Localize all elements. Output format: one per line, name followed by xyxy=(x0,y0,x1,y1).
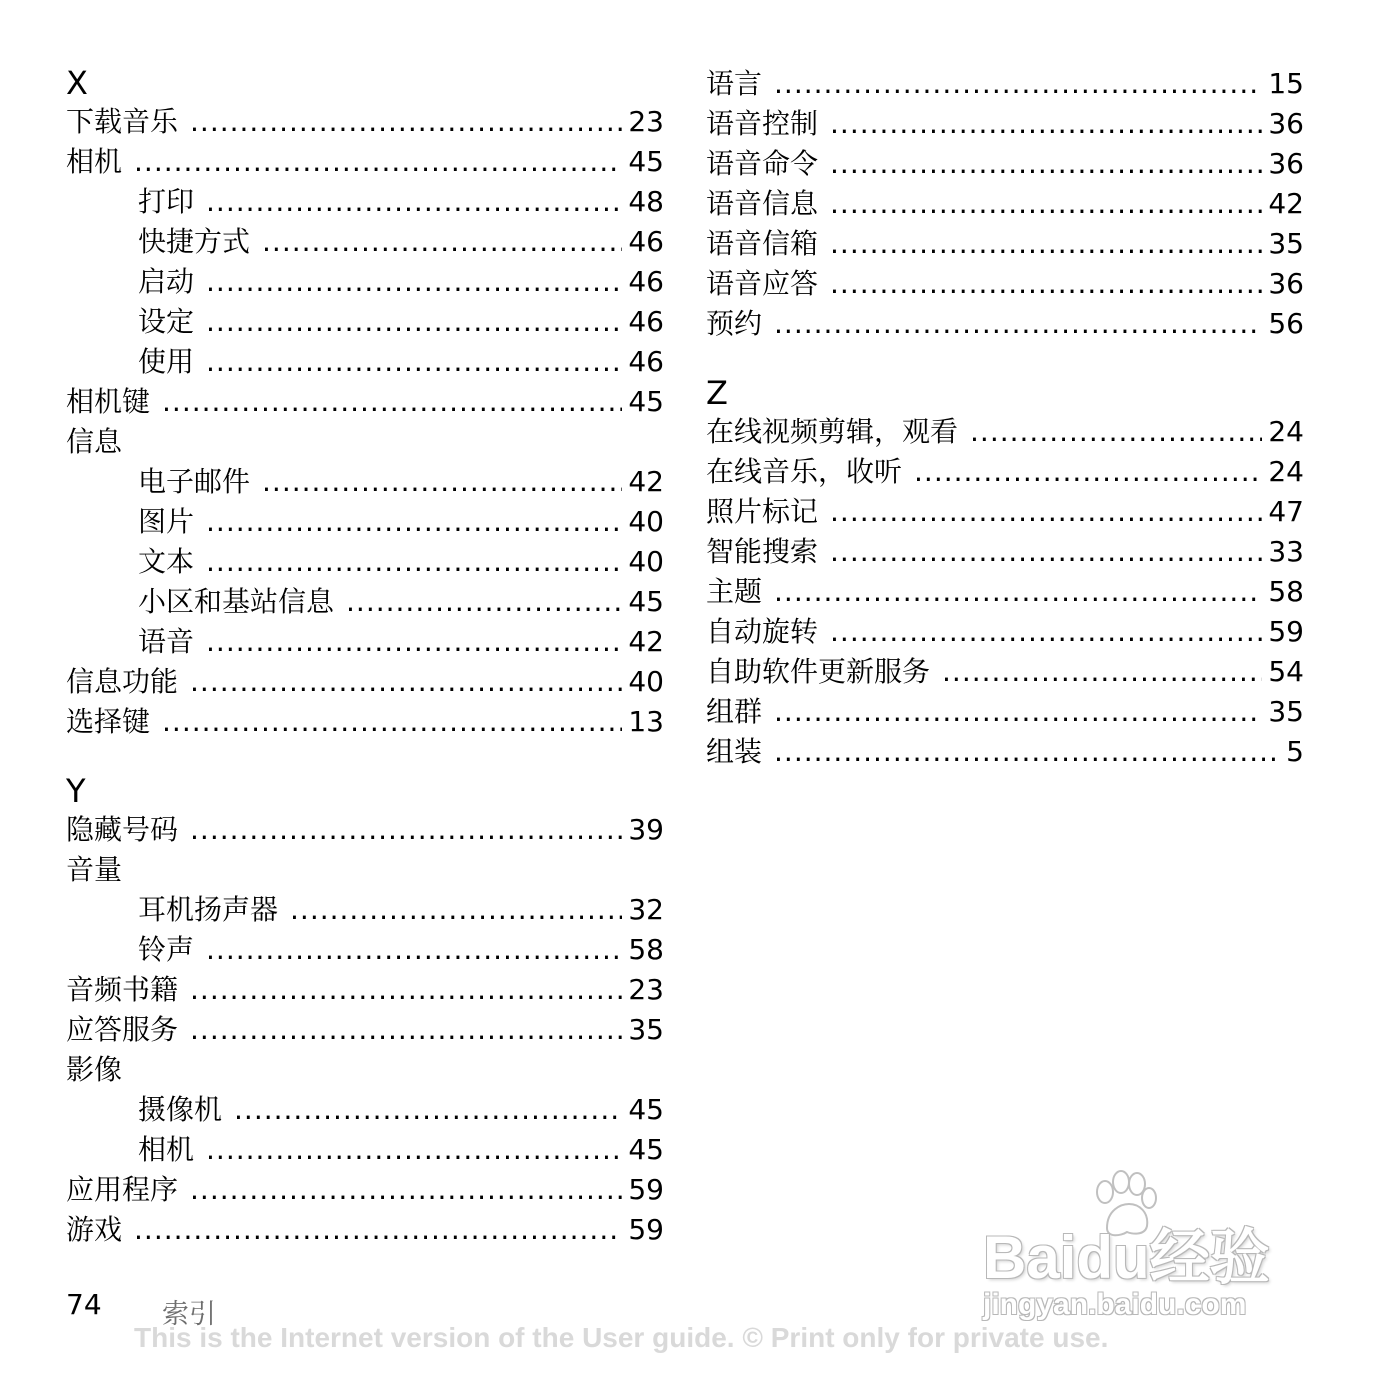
index-entry xyxy=(706,692,1304,732)
entry-label: 语音信息 xyxy=(706,187,819,220)
leader-dots xyxy=(830,104,1262,144)
index-entry-heading xyxy=(66,1050,664,1090)
leader-dots xyxy=(774,304,1262,344)
index-entry xyxy=(706,412,1304,452)
entry-label: 隐藏号码 xyxy=(66,813,179,846)
index-left-column xyxy=(66,64,664,1250)
index-entry-heading xyxy=(66,850,664,890)
leader-dots xyxy=(774,64,1262,104)
baidu-site: jingyan.baidu.com xyxy=(983,1288,1247,1321)
index-subentry xyxy=(66,502,664,542)
entry-label: 在线音乐，收听 xyxy=(706,455,903,488)
entry-page: 58 xyxy=(1268,575,1304,608)
entry-label: 应用程序 xyxy=(66,1173,179,1206)
entry-label: 相机键 xyxy=(66,385,151,418)
entry-label: 音量 xyxy=(66,853,123,886)
leader-dots xyxy=(346,582,622,622)
leader-dots xyxy=(262,462,622,502)
leader-dots xyxy=(206,1130,622,1170)
entry-label: 小区和基站信息 xyxy=(138,585,335,618)
leader-dots xyxy=(206,182,622,222)
entry-page: 36 xyxy=(1268,147,1304,180)
index-entry xyxy=(66,1210,664,1250)
leader-dots xyxy=(830,144,1262,184)
leader-dots xyxy=(774,572,1262,612)
index-entry xyxy=(706,104,1304,144)
leader-dots xyxy=(206,302,622,342)
leader-dots xyxy=(190,1010,622,1050)
section-name: 索引 xyxy=(162,1299,216,1330)
entry-page: 45 xyxy=(628,585,664,618)
entry-label: 智能搜索 xyxy=(706,535,819,568)
entry-label: 语音命令 xyxy=(706,147,819,180)
entry-label: 相机 xyxy=(66,145,123,178)
entry-page: 36 xyxy=(1268,107,1304,140)
index-entry xyxy=(66,102,664,142)
index-entry xyxy=(66,662,664,702)
index-letter-x: X xyxy=(66,64,88,102)
leader-dots xyxy=(830,492,1262,532)
leader-dots xyxy=(942,652,1262,692)
entry-label: 设定 xyxy=(138,305,195,338)
entry-page: 15 xyxy=(1268,67,1304,100)
index-subentry xyxy=(66,582,664,622)
entry-page: 42 xyxy=(628,625,664,658)
leader-dots xyxy=(774,692,1262,732)
leader-dots xyxy=(234,1090,622,1130)
leader-dots xyxy=(206,262,622,302)
baidu-watermark xyxy=(975,1170,1305,1330)
index-entry xyxy=(66,1170,664,1210)
entry-page: 23 xyxy=(628,105,664,138)
index-subentry xyxy=(66,302,664,342)
entry-label: 铃声 xyxy=(138,933,195,966)
index-entry xyxy=(706,452,1304,492)
leader-dots xyxy=(830,612,1262,652)
entry-label: 组装 xyxy=(706,735,763,768)
entry-label: 照片标记 xyxy=(706,495,819,528)
leader-dots xyxy=(190,662,622,702)
entry-label: 语音信箱 xyxy=(706,227,819,260)
entry-label: 影像 xyxy=(66,1053,123,1086)
entry-label: 主题 xyxy=(706,575,763,608)
leader-dots xyxy=(830,224,1262,264)
entry-page: 59 xyxy=(1268,615,1304,648)
entry-label: 语音 xyxy=(138,625,195,658)
entry-page: 40 xyxy=(628,665,664,698)
entry-label: 信息功能 xyxy=(66,665,179,698)
entry-page: 45 xyxy=(628,145,664,178)
entry-label: 图片 xyxy=(138,505,195,538)
leader-dots xyxy=(162,702,622,742)
entry-page: 39 xyxy=(628,813,664,846)
index-entry xyxy=(706,572,1304,612)
entry-page: 42 xyxy=(628,465,664,498)
leader-dots xyxy=(190,1170,622,1210)
entry-page: 42 xyxy=(1268,187,1304,220)
disclaimer-text: This is the Internet version of the User guide. © Print only for private use. xyxy=(134,1322,1109,1353)
entry-label: 音频书籍 xyxy=(66,973,179,1006)
entry-page: 45 xyxy=(628,1133,664,1166)
index-subentry xyxy=(66,222,664,262)
index-entry xyxy=(706,492,1304,532)
index-entry xyxy=(706,532,1304,572)
leader-dots xyxy=(262,222,622,262)
entry-label: 自助软件更新服务 xyxy=(706,655,931,688)
index-entry xyxy=(706,732,1304,772)
leader-dots xyxy=(134,142,622,182)
entry-page: 46 xyxy=(628,345,664,378)
index-subentry xyxy=(66,542,664,582)
index-entry xyxy=(706,264,1304,304)
entry-page: 35 xyxy=(1268,695,1304,728)
index-entry xyxy=(66,970,664,1010)
entry-label: 自动旋转 xyxy=(706,615,819,648)
entry-label: 使用 xyxy=(138,345,195,378)
index-entry xyxy=(706,64,1304,104)
entry-page: 36 xyxy=(1268,267,1304,300)
entry-label: 语言 xyxy=(706,67,763,100)
entry-page: 23 xyxy=(628,973,664,1006)
entry-label: 快捷方式 xyxy=(138,225,251,258)
entry-page: 40 xyxy=(628,505,664,538)
entry-page: 48 xyxy=(628,185,664,218)
entry-page: 32 xyxy=(628,893,664,926)
leader-dots xyxy=(830,184,1262,224)
entry-label: 启动 xyxy=(138,265,195,298)
index-entry xyxy=(706,304,1304,344)
entry-label: 信息 xyxy=(66,425,123,458)
entry-page: 24 xyxy=(1268,415,1304,448)
index-entry xyxy=(66,1010,664,1050)
entry-label: 文本 xyxy=(138,545,195,578)
entry-page: 59 xyxy=(628,1213,664,1246)
index-entry xyxy=(706,184,1304,224)
entry-page: 46 xyxy=(628,265,664,298)
entry-page: 35 xyxy=(1268,227,1304,260)
index-letter-z: Z xyxy=(706,374,728,412)
entry-page: 56 xyxy=(1268,307,1304,340)
leader-dots xyxy=(162,382,622,422)
entry-label: 预约 xyxy=(706,307,763,340)
index-letter-y: Y xyxy=(66,772,86,810)
index-entry xyxy=(66,142,664,182)
entry-label: 摄像机 xyxy=(138,1093,223,1126)
entry-page: 24 xyxy=(1268,455,1304,488)
index-subentry xyxy=(66,262,664,302)
leader-dots xyxy=(970,412,1262,452)
entry-page: 45 xyxy=(628,1093,664,1126)
entry-page: 5 xyxy=(1286,735,1304,768)
index-entry-heading xyxy=(66,422,664,462)
index-subentry xyxy=(66,462,664,502)
entry-page: 47 xyxy=(1268,495,1304,528)
entry-page: 40 xyxy=(628,545,664,578)
leader-dots xyxy=(206,622,622,662)
index-subentry xyxy=(66,182,664,222)
entry-page: 45 xyxy=(628,385,664,418)
entry-page: 35 xyxy=(628,1013,664,1046)
entry-page: 58 xyxy=(628,933,664,966)
entry-label: 语音控制 xyxy=(706,107,819,140)
entry-label: 相机 xyxy=(138,1133,195,1166)
index-subentry xyxy=(66,1090,664,1130)
entry-label: 组群 xyxy=(706,695,763,728)
leader-dots xyxy=(206,502,622,542)
entry-page: 13 xyxy=(628,705,664,738)
leader-dots xyxy=(190,810,622,850)
entry-page: 54 xyxy=(1268,655,1304,688)
page-number: 74 xyxy=(66,1288,102,1321)
leader-dots xyxy=(206,542,622,582)
entry-label: 下载音乐 xyxy=(66,105,179,138)
baidu-logo: Baidu经验 xyxy=(983,1224,1270,1291)
entry-page: 59 xyxy=(628,1173,664,1206)
entry-label: 选择键 xyxy=(66,705,151,738)
leader-dots xyxy=(190,102,622,142)
entry-label: 应答服务 xyxy=(66,1013,179,1046)
index-subentry xyxy=(66,890,664,930)
leader-dots xyxy=(914,452,1262,492)
entry-label: 语音应答 xyxy=(706,267,819,300)
entry-page: 46 xyxy=(628,305,664,338)
entry-label: 打印 xyxy=(138,185,195,218)
entry-label: 在线视频剪辑，观看 xyxy=(706,415,959,448)
index-right-column xyxy=(706,64,1304,772)
leader-dots xyxy=(206,930,622,970)
index-entry xyxy=(66,702,664,742)
index-entry xyxy=(706,144,1304,184)
leader-dots xyxy=(830,264,1262,304)
index-subentry xyxy=(66,342,664,382)
index-entry xyxy=(706,652,1304,692)
index-entry xyxy=(706,612,1304,652)
leader-dots xyxy=(190,970,622,1010)
index-entry xyxy=(66,810,664,850)
index-entry xyxy=(706,224,1304,264)
leader-dots xyxy=(290,890,622,930)
entry-page: 33 xyxy=(1268,535,1304,568)
leader-dots xyxy=(774,732,1280,772)
index-subentry xyxy=(66,622,664,662)
leader-dots xyxy=(830,532,1262,572)
entry-label: 耳机扬声器 xyxy=(138,893,279,926)
entry-label: 游戏 xyxy=(66,1213,123,1246)
leader-dots xyxy=(206,342,622,382)
index-subentry xyxy=(66,930,664,970)
index-entry xyxy=(66,382,664,422)
entry-page: 46 xyxy=(628,225,664,258)
entry-label: 电子邮件 xyxy=(138,465,251,498)
index-subentry xyxy=(66,1130,664,1170)
leader-dots xyxy=(134,1210,622,1250)
